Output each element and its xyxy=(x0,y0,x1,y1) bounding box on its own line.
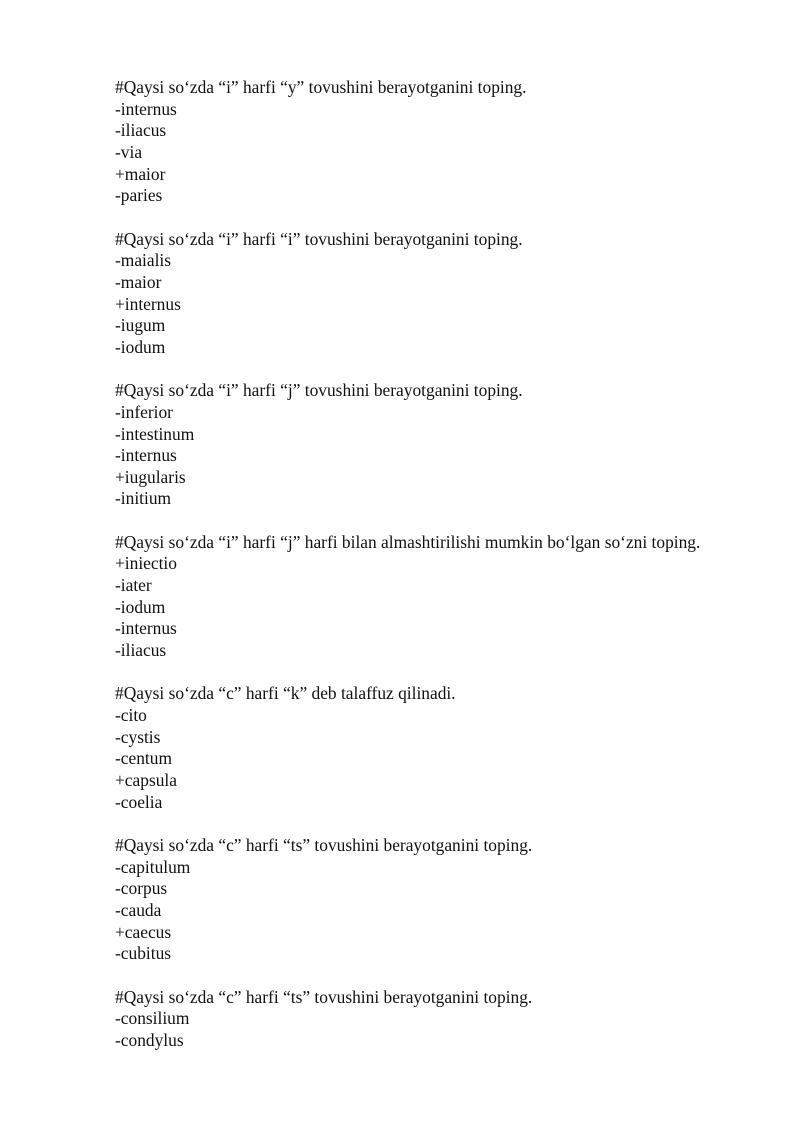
question-block-2 xyxy=(115,229,785,359)
answer-option: -iodum xyxy=(115,336,166,357)
answer-option: -internus xyxy=(115,618,177,639)
answer-option: -internus xyxy=(115,445,177,466)
answer-option: -coelia xyxy=(115,791,163,812)
question-block-3 xyxy=(115,380,785,510)
question-block-1 xyxy=(115,77,785,207)
answer-option: -cito xyxy=(115,705,147,726)
answer-option: -consilium xyxy=(115,1008,190,1029)
question-prompt: #Qaysi so‘zda “c” harfi “k” deb talaffuz qilinadi. xyxy=(115,683,456,704)
answer-option: -capitulum xyxy=(115,856,191,877)
question-block-4 xyxy=(115,532,785,662)
answer-option: -centum xyxy=(115,748,172,769)
answer-option: -internus xyxy=(115,98,177,119)
question-prompt: #Qaysi so‘zda “c” harfi “ts” tovushini berayotganini toping. xyxy=(115,986,533,1007)
answer-option-correct: +capsula xyxy=(115,770,177,790)
answer-option: -condylus xyxy=(115,1029,184,1050)
answer-option: -paries xyxy=(115,185,163,206)
answer-option-correct: +maior xyxy=(115,163,166,184)
answer-option-correct: +iniectio xyxy=(115,553,177,574)
question-block-7 xyxy=(115,987,785,1052)
answer-option: -via xyxy=(115,141,143,162)
answer-option: -iliacus xyxy=(115,640,167,661)
answer-option: -corpus xyxy=(115,878,168,899)
answer-option: -iodum xyxy=(115,596,166,617)
question-block-5 xyxy=(115,683,785,813)
answer-option: -cubitus xyxy=(115,943,172,964)
answer-option-correct: +iugularis xyxy=(115,466,186,487)
answer-option: -initium xyxy=(115,488,172,509)
answer-option: -maialis xyxy=(115,250,172,271)
answer-option: -intestinum xyxy=(115,423,195,444)
question-prompt: #Qaysi so‘zda “i” harfi “j” harfi bilan almashtirilishi mumkin bo‘lgan so‘zni toping. xyxy=(115,531,701,552)
answer-option: -iugum xyxy=(115,315,166,336)
answer-option: -cystis xyxy=(115,726,161,747)
question-prompt: #Qaysi so‘zda “i” harfi “i” tovushini berayotganini toping. xyxy=(115,228,523,249)
answer-option: -cauda xyxy=(115,899,162,920)
question-prompt: #Qaysi so‘zda “i” harfi “y” tovushini berayotganini toping. xyxy=(115,77,527,97)
answer-option: -inferior xyxy=(115,401,173,422)
question-block-6 xyxy=(115,835,785,965)
answer-option: -iliacus xyxy=(115,120,167,141)
answer-option: -maior xyxy=(115,271,162,292)
question-prompt: #Qaysi so‘zda “i” harfi “j” tovushini berayotganini toping. xyxy=(115,380,523,401)
answer-option-correct: +caecus xyxy=(115,921,172,942)
quiz-content xyxy=(115,77,785,1073)
question-prompt: #Qaysi so‘zda “c” harfi “ts” tovushini berayotganini toping. xyxy=(115,834,533,855)
answer-option: -iater xyxy=(115,575,152,596)
answer-option-correct: +internus xyxy=(115,293,181,314)
